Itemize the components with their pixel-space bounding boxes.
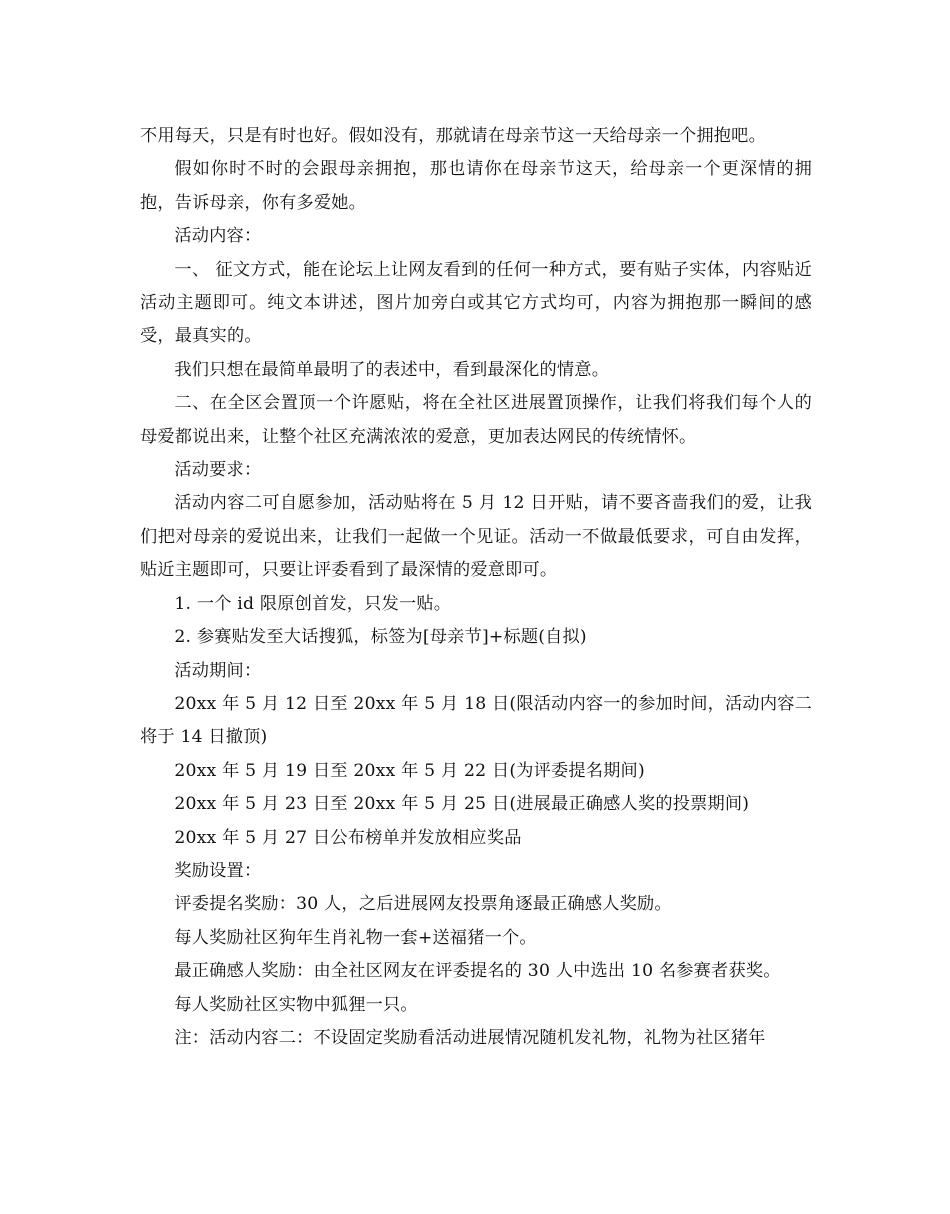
period-line-2: 20xx 年 5 月 19 日至 20xx 年 5 月 22 日(为评委提名期间)	[174, 760, 645, 781]
heading-activity-period: 活动期间：	[174, 660, 262, 681]
heading-activity-content: 活动内容：	[174, 226, 262, 247]
reward-best-touching: 最正确感人奖励：由全社区网友在评委提名的 30 人中选出 10 名参赛者获奖。	[174, 961, 781, 982]
paragraph-wish-post: 二、在全区会置顶一个许愿贴，将在全社区进展置顶操作，让我们将我们每个人的母爱都说出来，让整个社区充满浓浓的爱意，更加表达网民的传统情怀。	[140, 393, 812, 447]
paragraph-requirements-detail: 活动内容二可自愿参加，活动贴将在 5 月 12 日开贴，请不要吝啬我们的爱，让我们把对母亲的爱说出来，让我们一起做一个见证。活动一不做最低要求，可自由发挥，贴近主题即可，只要让评委看到了最深情的爱意即可。	[140, 493, 812, 581]
period-line-1: 20xx 年 5 月 12 日至 20xx 年 5 月 18 日(限活动内容一的参加时间，活动内容二将于 14 日撤顶)	[140, 693, 812, 748]
heading-reward-settings: 奖励设置：	[174, 860, 262, 881]
heading-activity-requirements: 活动要求：	[174, 460, 262, 481]
document-body	[140, 120, 812, 1055]
paragraph-hug-suggestion: 假如你时不时的会跟母亲拥抱，那也请你在母亲节这天，给母亲一个更深情的拥抱，告诉母亲，你有多爱她。	[140, 159, 812, 213]
period-line-3: 20xx 年 5 月 23 日至 20xx 年 5 月 25 日(进展最正确感人奖的投票期间)	[174, 794, 750, 815]
list-item-rule-1: 1. 一个 id 限原创首发，只发一贴。	[174, 593, 452, 614]
note-activity-two: 注：活动内容二：不设固定奖励看活动进展情况随机发礼物，礼物为社区猪年	[174, 1027, 766, 1048]
paragraph-simple-expression: 我们只想在最简单最明了的表述中，看到最深化的情意。	[174, 359, 610, 380]
paragraph-essay-method: 一、 征文方式，能在论坛上让网友看到的任何一种方式，要有贴子实体，内容贴近活动主题即可。纯文本讲述，图片加旁白或其它方式均可，内容为拥抱那一瞬间的感受，最真实的。	[140, 259, 812, 347]
reward-judge-nomination: 评委提名奖励：30 人，之后进展网友投票角逐最正确感人奖励。	[174, 894, 672, 915]
list-item-rule-2: 2. 参赛贴发至大话搜狐，标签为[母亲节]+标题(自拟)	[174, 627, 587, 648]
period-line-4: 20xx 年 5 月 27 日公布榜单并发放相应奖品	[174, 827, 522, 848]
paragraph-continuation: 不用每天，只是有时也好。假如没有，那就请在母亲节这一天给母亲一个拥抱吧。	[140, 126, 766, 146]
reward-gift-set: 每人奖励社区狗年生肖礼物一套+送福猪一个。	[174, 927, 537, 948]
reward-fox-item: 每人奖励社区实物中狐狸一只。	[174, 994, 418, 1015]
